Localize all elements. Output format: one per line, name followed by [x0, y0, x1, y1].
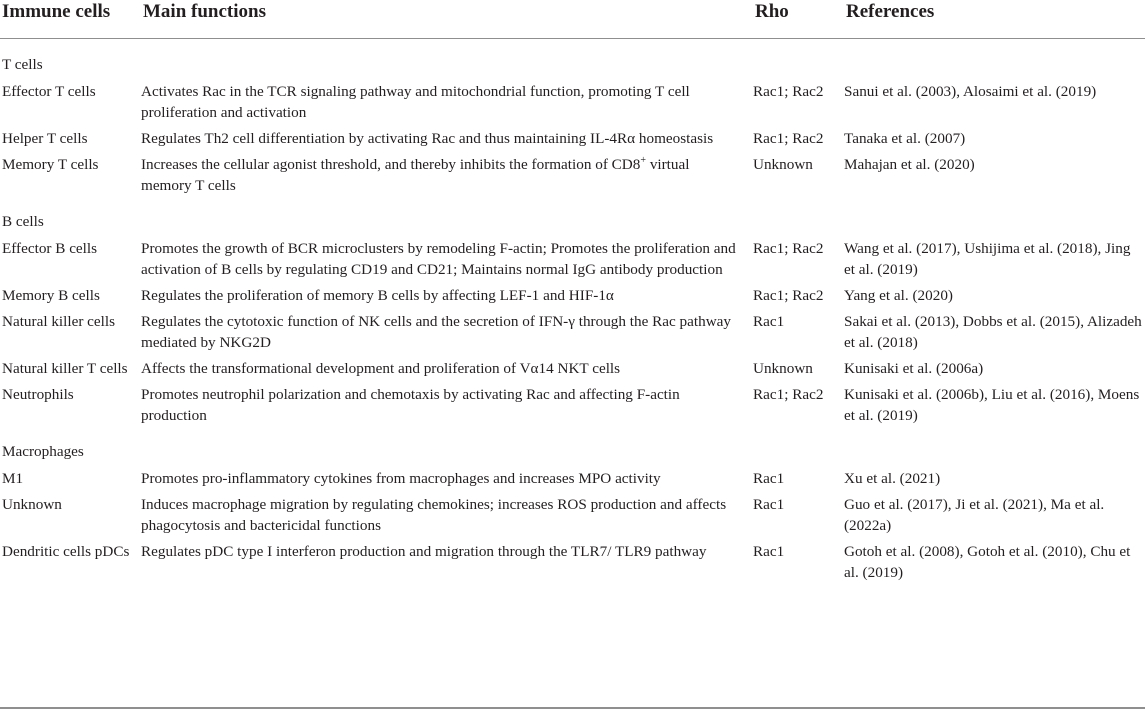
section-label: B cells [2, 213, 44, 230]
bottom-rule [0, 707, 1145, 709]
immune-cell-name: Natural killer T cells [2, 360, 128, 377]
immune-cell-name: Memory B cells [2, 287, 100, 304]
main-function: Promotes neutrophil polarization and chemotaxis by activating Rac and affecting F-actin production [141, 386, 680, 424]
header-references: References [844, 0, 1145, 39]
rho-value: Unknown [753, 360, 813, 377]
superscript: + [640, 154, 647, 166]
table-row [0, 233, 1145, 280]
main-function: Induces macrophage migration by regulating chemokines; increases ROS production and affects phagocytosis and bactericidal functions [141, 496, 727, 534]
table-row [0, 489, 1145, 536]
section-row [0, 426, 1145, 463]
immune-cell-name: Dendritic cells pDCs [2, 543, 130, 560]
references: Xu et al. (2021) [844, 470, 941, 487]
immune-cell-name: M1 [2, 470, 24, 487]
main-function-text: virtual memory T cells [141, 156, 690, 194]
references: Guo et al. (2017), Ji et al. (2021), Ma et al. (2022a) [844, 496, 1105, 534]
section-label: Macrophages [2, 443, 84, 460]
references: Gotoh et al. (2008), Gotoh et al. (2010), Chu et al. (2019) [844, 543, 1131, 581]
references: Mahajan et al. (2020) [844, 156, 975, 173]
immune-cell-name: Unknown [2, 496, 62, 513]
table-row [0, 353, 1145, 379]
immune-cell-name: Effector B cells [2, 240, 98, 257]
header-rho: Rho [753, 0, 844, 39]
header-row [0, 0, 1145, 39]
main-function: Regulates pDC type I interferon production and migration through the TLR7/ TLR9 pathway [141, 543, 707, 560]
rho-value: Rac1 [753, 313, 785, 330]
section-row [0, 196, 1145, 233]
main-function: Promotes pro-inflammatory cytokines from macrophages and increases MPO activity [141, 470, 661, 487]
rho-value: Rac1; Rac2 [753, 240, 824, 257]
section-row [0, 39, 1145, 77]
immune-cell-name: Effector T cells [2, 83, 96, 100]
main-function: Promotes the growth of BCR microclusters by remodeling F-actin; Promotes the proliferation and activation of B cells by regulating CD19 and CD21; Maintains normal IgG antibody production [141, 240, 736, 278]
header-main-functions: Main functions [141, 0, 753, 39]
main-function [141, 149, 753, 196]
table-row [0, 280, 1145, 306]
immune-cell-name: Neutrophils [2, 386, 74, 403]
rho-value: Rac1; Rac2 [753, 83, 824, 100]
references: Tanaka et al. (2007) [844, 130, 966, 147]
main-function: Regulates the cytotoxic function of NK cells and the secretion of IFN-γ through the Rac pathway mediated by NKG2D [141, 313, 731, 351]
immune-cell-name: Memory T cells [2, 156, 99, 173]
table-row [0, 149, 1145, 196]
references: Sanui et al. (2003), Alosaimi et al. (2019) [844, 83, 1097, 100]
main-function: Regulates the proliferation of memory B cells by affecting LEF-1 and HIF-1α [141, 287, 614, 304]
main-function: Affects the transformational development and proliferation of Vα14 NKT cells [141, 360, 621, 377]
main-function-text: Increases the cellular agonist threshold, and thereby inhibits the formation of CD8 [141, 156, 641, 173]
section-label: T cells [2, 56, 43, 73]
immune-cell-name: Natural killer cells [2, 313, 116, 330]
table-row [0, 76, 1145, 123]
references: Wang et al. (2017), Ushijima et al. (2018), Jing et al. (2019) [844, 240, 1131, 278]
immune-cell-name: Helper T cells [2, 130, 88, 147]
table-row [0, 379, 1145, 426]
references: Sakai et al. (2013), Dobbs et al. (2015), Alizadeh et al. (2018) [844, 313, 1142, 351]
rho-value: Rac1 [753, 470, 785, 487]
table-row [0, 536, 1145, 583]
rho-value: Rac1 [753, 543, 785, 560]
main-function: Activates Rac in the TCR signaling pathway and mitochondrial function, promoting T cell proliferation and activation [141, 83, 690, 121]
table-row [0, 463, 1145, 489]
references: Yang et al. (2020) [844, 287, 953, 304]
rho-value: Rac1; Rac2 [753, 386, 824, 403]
rho-value: Rac1; Rac2 [753, 130, 824, 147]
main-function: Regulates Th2 cell differentiation by activating Rac and thus maintaining IL-4Rα homeostasis [141, 130, 714, 147]
rho-value: Rac1; Rac2 [753, 287, 824, 304]
table-header [0, 0, 1145, 39]
rho-value: Unknown [753, 156, 813, 173]
rho-value: Rac1 [753, 496, 785, 513]
references: Kunisaki et al. (2006a) [844, 360, 984, 377]
references: Kunisaki et al. (2006b), Liu et al. (2016), Moens et al. (2019) [844, 386, 1140, 424]
header-immune-cells: Immune cells [0, 0, 141, 39]
table-body [0, 39, 1145, 584]
table-row [0, 123, 1145, 149]
table-row [0, 306, 1145, 353]
